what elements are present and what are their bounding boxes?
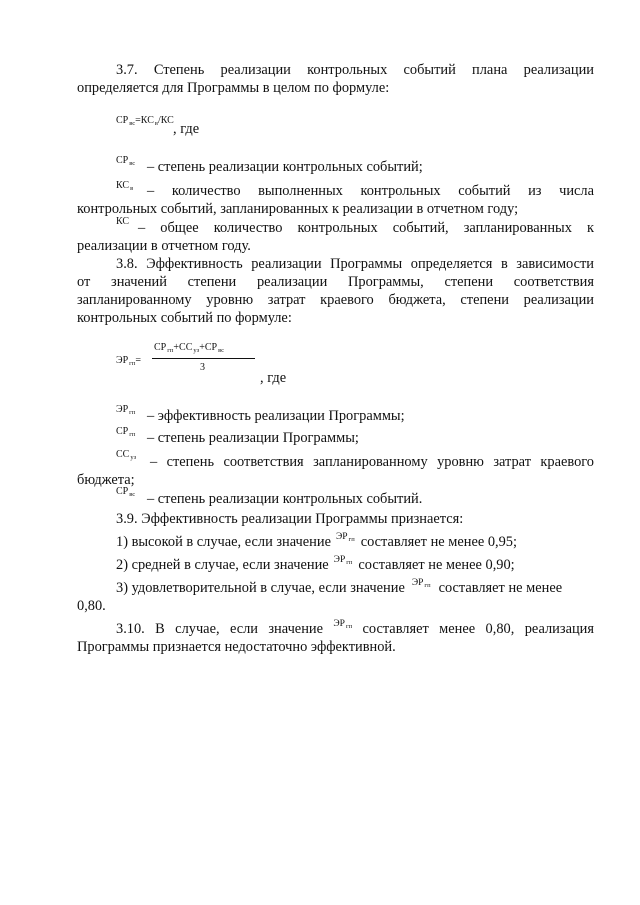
term-subscript: в (130, 185, 134, 192)
term-er-gp (116, 404, 135, 416)
term-subscript: вс (129, 160, 136, 167)
formula-subscript: в (154, 120, 158, 127)
formula-1-where: , где (173, 121, 200, 137)
criterion-text: 1) высокой в случае, если значение (116, 534, 331, 550)
criterion-symbol (334, 555, 353, 565)
paragraph-3-8-line-4: контрольных событий по формуле: (77, 310, 292, 326)
term-subscript: уз (130, 454, 137, 461)
paragraph-3-8-line-2: от значений степени реализации Программы, степени соответствия (77, 274, 594, 290)
term-symbol: СС (116, 449, 130, 460)
term-symbol: СР (116, 426, 129, 437)
term-sr-gp-desc: – степень реализации Программы; (147, 430, 359, 446)
paragraph-text: составляет менее 0,80, реализация (362, 621, 594, 637)
formula-2-denominator: 3 (200, 362, 205, 373)
symbol-text: ЭР (411, 578, 424, 588)
criterion-symbol (412, 578, 431, 588)
formula-text: СР (116, 115, 129, 126)
criterion-3-line-2: 0,80. (77, 598, 106, 614)
term-sr-vs-desc: – степень реализации контрольных событий; (147, 159, 423, 175)
term-subscript: гп (129, 409, 136, 416)
term-ks-desc-1: – общее количество контрольных событий, запланированных к (138, 220, 594, 236)
term-symbol: КС (116, 180, 130, 191)
term-ks-desc-2: реализации в отчетном году. (77, 238, 251, 254)
term-subscript: вс (129, 491, 136, 498)
term-ss-uz-desc-2: бюджета; (77, 472, 135, 488)
formula-2-fraction-bar (152, 358, 255, 359)
criterion-2 (116, 556, 594, 579)
formula-text: /КС (157, 115, 174, 126)
term-sr-vs (116, 155, 135, 167)
paragraph-3-7-line-1: 3.7. Степень реализации контрольных событий плана реализации (116, 62, 594, 78)
paragraph-3-8-line-3: запланированному уровню затрат краевого бюджета, степени реализации (77, 292, 594, 308)
paragraph-3-8-line-1: 3.8. Эффективность реализации Программы определяется в зависимости (116, 256, 594, 272)
formula-subscript: гп (129, 360, 136, 367)
paragraph-text: 3.10. В случае, если значение (116, 621, 323, 637)
term-sr-vs-2-desc: – степень реализации контрольных событий. (147, 491, 423, 507)
criterion-text: составляет не менее 0,95; (360, 534, 517, 550)
formula-sr-vs (116, 115, 174, 127)
term-subscript: гп (129, 431, 136, 438)
criterion-text: составляет не менее 0,90; (358, 557, 515, 573)
symbol-subscript: гп (345, 623, 353, 630)
symbol-subscript: гп (348, 536, 355, 543)
symbol-text: ЭР (335, 532, 348, 542)
paragraph-symbol (333, 619, 352, 629)
symbol-subscript: гп (424, 582, 431, 589)
criterion-symbol (336, 532, 355, 542)
criterion-text: 3) удовлетворительной в случае, если значение (116, 580, 405, 596)
formula-text: СР (154, 342, 167, 353)
term-ks-v-desc-1: – количество выполненных контрольных событий из числа (147, 183, 594, 199)
term-er-gp-desc: – эффективность реализации Программы; (147, 408, 405, 424)
term-ss-uz (116, 449, 136, 461)
term-symbol: ЭР (116, 404, 129, 415)
paragraph-3-9: 3.9. Эффективность реализации Программы признается: (116, 511, 464, 527)
formula-text: +СР (199, 342, 218, 353)
criterion-text: составляет не менее (438, 580, 563, 596)
paragraph-3-7-line-2: определяется для Программы в целом по формуле: (77, 80, 390, 96)
formula-subscript: вс (218, 347, 224, 354)
term-ks: КС (116, 216, 130, 227)
term-sr-vs-2 (116, 486, 135, 498)
formula-subscript: гп (167, 347, 174, 354)
symbol-text: ЭР (333, 555, 346, 565)
term-symbol: СР (116, 155, 129, 166)
criterion-text: 2) средней в случае, если значение (116, 557, 329, 573)
formula-2-lhs (116, 355, 141, 367)
term-ss-uz-desc-1: – степень соответствия запланированному уровню затрат краевого (150, 454, 594, 470)
criterion-1 (116, 533, 594, 556)
term-sr-gp (116, 426, 135, 438)
formula-text: =КС (135, 115, 154, 126)
symbol-subscript: гп (346, 559, 353, 566)
paragraph-3-10-line-2: Программы признается недостаточно эффективной. (77, 639, 396, 655)
formula-text: +СС (173, 342, 193, 353)
formula-subscript: вс (129, 120, 136, 127)
formula-2-where: , где (260, 370, 287, 386)
symbol-text: ЭР (333, 619, 345, 629)
formula-2-numerator (154, 342, 224, 354)
term-ks-v-desc-2: контрольных событий, запланированных к реализации в отчетном году; (77, 201, 519, 217)
formula-text: ЭР (116, 355, 129, 366)
formula-subscript: уз (193, 347, 200, 354)
formula-text: = (135, 355, 141, 366)
term-ks-v (116, 180, 133, 192)
term-symbol: СР (116, 486, 129, 497)
